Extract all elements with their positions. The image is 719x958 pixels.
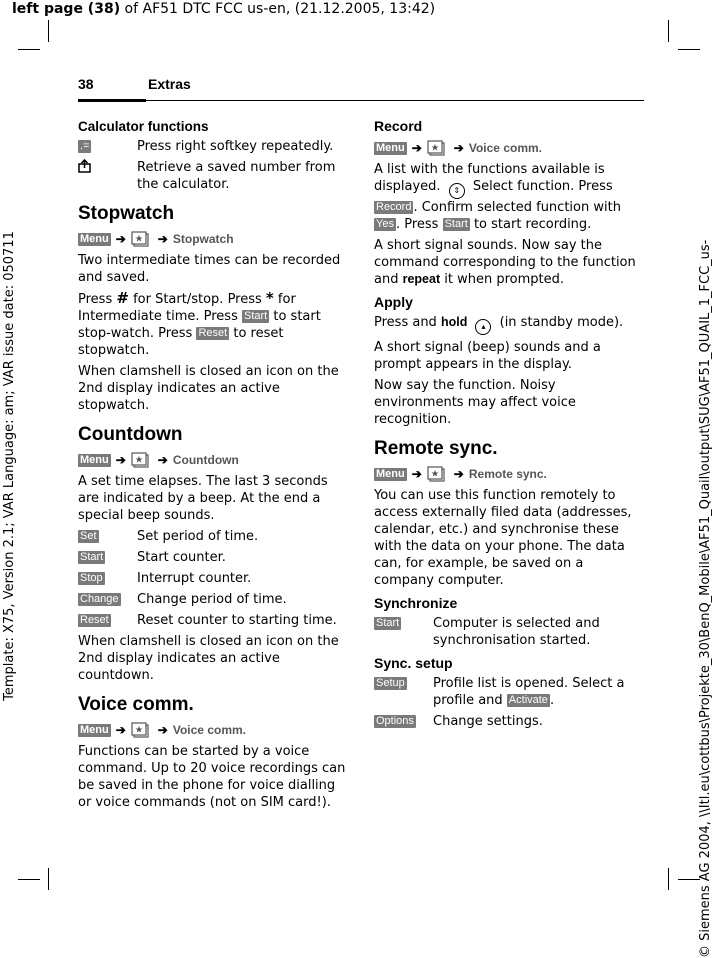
page-number: 38 xyxy=(78,76,94,92)
crop-mark xyxy=(668,868,669,890)
menu-path xyxy=(78,450,348,470)
start-softkey: Start xyxy=(444,218,468,230)
right-column xyxy=(374,116,644,734)
print-header xyxy=(12,0,435,18)
arrow-icon: ➔ xyxy=(157,231,168,246)
print-header-suffix: of AF51 DTC FCC us-en, (21.12.2005, 13:42) xyxy=(124,1,436,17)
countdown-row-text: Change period of time. xyxy=(137,592,287,607)
yes-softkey: Yes xyxy=(376,218,394,230)
countdown-row-text: Interrupt counter. xyxy=(137,571,252,586)
voice-title: Voice comm. xyxy=(78,694,194,715)
crop-mark xyxy=(678,879,700,880)
apply-p2: A short signal (beep) sounds and a prompt appears in the display. xyxy=(374,340,601,372)
calc-row-text: Retrieve a saved number from the calculator. xyxy=(137,160,336,192)
stopwatch-p3: When clamshell is closed an icon on the 2nd display indicates an active stopwatch. xyxy=(78,364,339,413)
record-p1: A list with the functions available is displayed. ⇕ Select function. Press Record . Confirm selected function with Yes . Press Start to start recording. xyxy=(374,162,621,232)
star-key-icon: * xyxy=(265,289,274,307)
left-column xyxy=(78,116,348,815)
syncsetup-row xyxy=(374,675,644,709)
menu-path xyxy=(374,464,644,484)
change-softkey: Change xyxy=(80,593,119,605)
apply-heading: Apply xyxy=(374,294,413,310)
menu-path-label: Voice comm. xyxy=(468,140,542,155)
extras-menu-icon xyxy=(131,721,153,739)
countdown-row xyxy=(78,570,348,587)
syncsetup-row-text: Change settings. xyxy=(433,714,543,729)
reset-softkey: Reset xyxy=(80,614,109,626)
menu-softkey: Menu xyxy=(376,467,405,480)
countdown-row-text: Start counter. xyxy=(137,550,226,565)
synchronize-heading: Synchronize xyxy=(374,595,458,611)
apply-p3: Now say the function. Noisy environments may affect voice recognition. xyxy=(374,378,576,427)
record-p2: A short signal sounds. Now say the command corresponding to the function and repeat it when prompted. xyxy=(374,238,636,287)
extras-menu-icon xyxy=(427,139,449,157)
calc-heading: Calculator functions xyxy=(78,119,209,134)
start-softkey: Start xyxy=(244,310,268,322)
menu-path-label: Remote sync. xyxy=(468,466,547,481)
hash-key-icon: # xyxy=(116,289,129,307)
extras-menu-icon xyxy=(131,451,153,469)
arrow-icon: ➔ xyxy=(115,231,126,246)
arrow-icon: ➔ xyxy=(115,722,126,737)
crop-mark xyxy=(18,49,40,50)
crop-mark xyxy=(48,20,49,42)
crop-mark xyxy=(678,49,700,50)
phonebook-icon xyxy=(78,159,91,173)
countdown-p2: When clamshell is closed an icon on the 2nd display indicates an active countdown. xyxy=(78,634,339,683)
remote-title: Remote sync. xyxy=(374,438,498,459)
calc-row xyxy=(78,159,348,193)
countdown-row xyxy=(78,549,348,566)
voice-p1: Functions can be started by a voice command. Up to 20 voice recordings can be saved in the phone for voice dialling or voice commands (not on SIM card!). xyxy=(78,744,346,810)
menu-softkey: Menu xyxy=(376,141,405,154)
arrow-icon: ➔ xyxy=(453,140,464,155)
page-title: Extras xyxy=(148,76,191,92)
header-rule xyxy=(78,100,644,101)
countdown-row-text: Set period of time. xyxy=(137,529,259,544)
menu-softkey: Menu xyxy=(80,723,109,736)
activate-softkey: Activate xyxy=(508,694,548,706)
remote-p1: You can use this function remotely to access externally filed data (addresses, calendar, etc.) and synchronise these with the data on your phone. The data can, for example, be saved on a company computer. xyxy=(374,488,632,588)
print-header-prefix: left page (38) xyxy=(12,1,121,17)
softkey-dot-equals: .= xyxy=(80,140,90,152)
syncsetup-row xyxy=(374,713,644,730)
side-template-text: Template: X75, Version 2.1; VAR Language: am; VAR issue date: 050711 xyxy=(2,231,17,701)
menu-softkey: Menu xyxy=(80,232,109,245)
setup-softkey: Setup xyxy=(376,677,405,689)
options-softkey: Options xyxy=(376,715,414,727)
set-softkey: Set xyxy=(80,530,97,542)
crop-mark xyxy=(668,20,669,42)
start-softkey: Start xyxy=(376,617,400,629)
extras-menu-icon xyxy=(427,465,449,483)
side-copyright-text: © Siemens AG 2004, \\Itl.eu\cottbus\Projekte_30\BenQ_Mobile\AF51_Quail\output\SUG\AF51_QUAIL_1_FCC_us- xyxy=(698,239,713,958)
syncsetup-heading: Sync. setup xyxy=(374,655,453,671)
countdown-title: Countdown xyxy=(78,424,183,445)
syncsetup-row-text: Profile list is opened. Select a profile and Activate . xyxy=(433,676,625,708)
menu-path xyxy=(78,720,348,740)
stopwatch-p2: Press # for Start/stop. Press * for Intermediate time. Press Start to start stop-watch. Press Reset to reset stopwatch. xyxy=(78,289,321,358)
menu-softkey: Menu xyxy=(80,453,109,466)
stopwatch-p1: Two intermediate times can be recorded and saved. xyxy=(78,253,341,285)
menu-path-label: Stopwatch xyxy=(172,231,234,246)
arrow-icon: ➔ xyxy=(411,466,422,481)
countdown-p1: A set time elapses. The last 3 seconds are indicated by a beep. At the end a special beep sounds. xyxy=(78,474,328,523)
countdown-row-text: Reset counter to starting time. xyxy=(137,613,337,628)
menu-path-label: Countdown xyxy=(172,452,239,467)
crop-mark xyxy=(48,868,49,890)
navigation-up-key-icon: ▴ xyxy=(475,319,491,335)
stop-softkey: Stop xyxy=(80,572,103,584)
record-heading: Record xyxy=(374,118,423,134)
arrow-icon: ➔ xyxy=(115,452,126,467)
synchronize-row xyxy=(374,615,644,649)
menu-path xyxy=(78,229,348,249)
reset-softkey: Reset xyxy=(198,327,228,339)
countdown-row xyxy=(78,612,348,629)
arrow-icon: ➔ xyxy=(157,722,168,737)
header-rule-accent xyxy=(78,99,146,102)
arrow-icon: ➔ xyxy=(157,452,168,467)
menu-path xyxy=(374,138,644,158)
arrow-icon: ➔ xyxy=(453,466,464,481)
start-softkey: Start xyxy=(80,551,104,563)
arrow-icon: ➔ xyxy=(411,140,422,155)
stopwatch-title: Stopwatch xyxy=(78,203,175,224)
navigation-key-icon: ⇕ xyxy=(449,183,465,199)
apply-p1: Press and hold ▴ (in standby mode). xyxy=(374,314,644,335)
extras-menu-icon xyxy=(131,230,153,248)
countdown-row xyxy=(78,591,348,608)
crop-mark xyxy=(18,879,40,880)
record-softkey: Record xyxy=(376,201,412,213)
countdown-row xyxy=(78,528,348,545)
synchronize-row-text: Computer is selected and synchronisation started. xyxy=(433,616,600,648)
calc-row xyxy=(78,138,348,155)
menu-path-label: Voice comm. xyxy=(172,722,246,737)
calc-row-text: Press right softkey repeatedly. xyxy=(137,139,334,154)
